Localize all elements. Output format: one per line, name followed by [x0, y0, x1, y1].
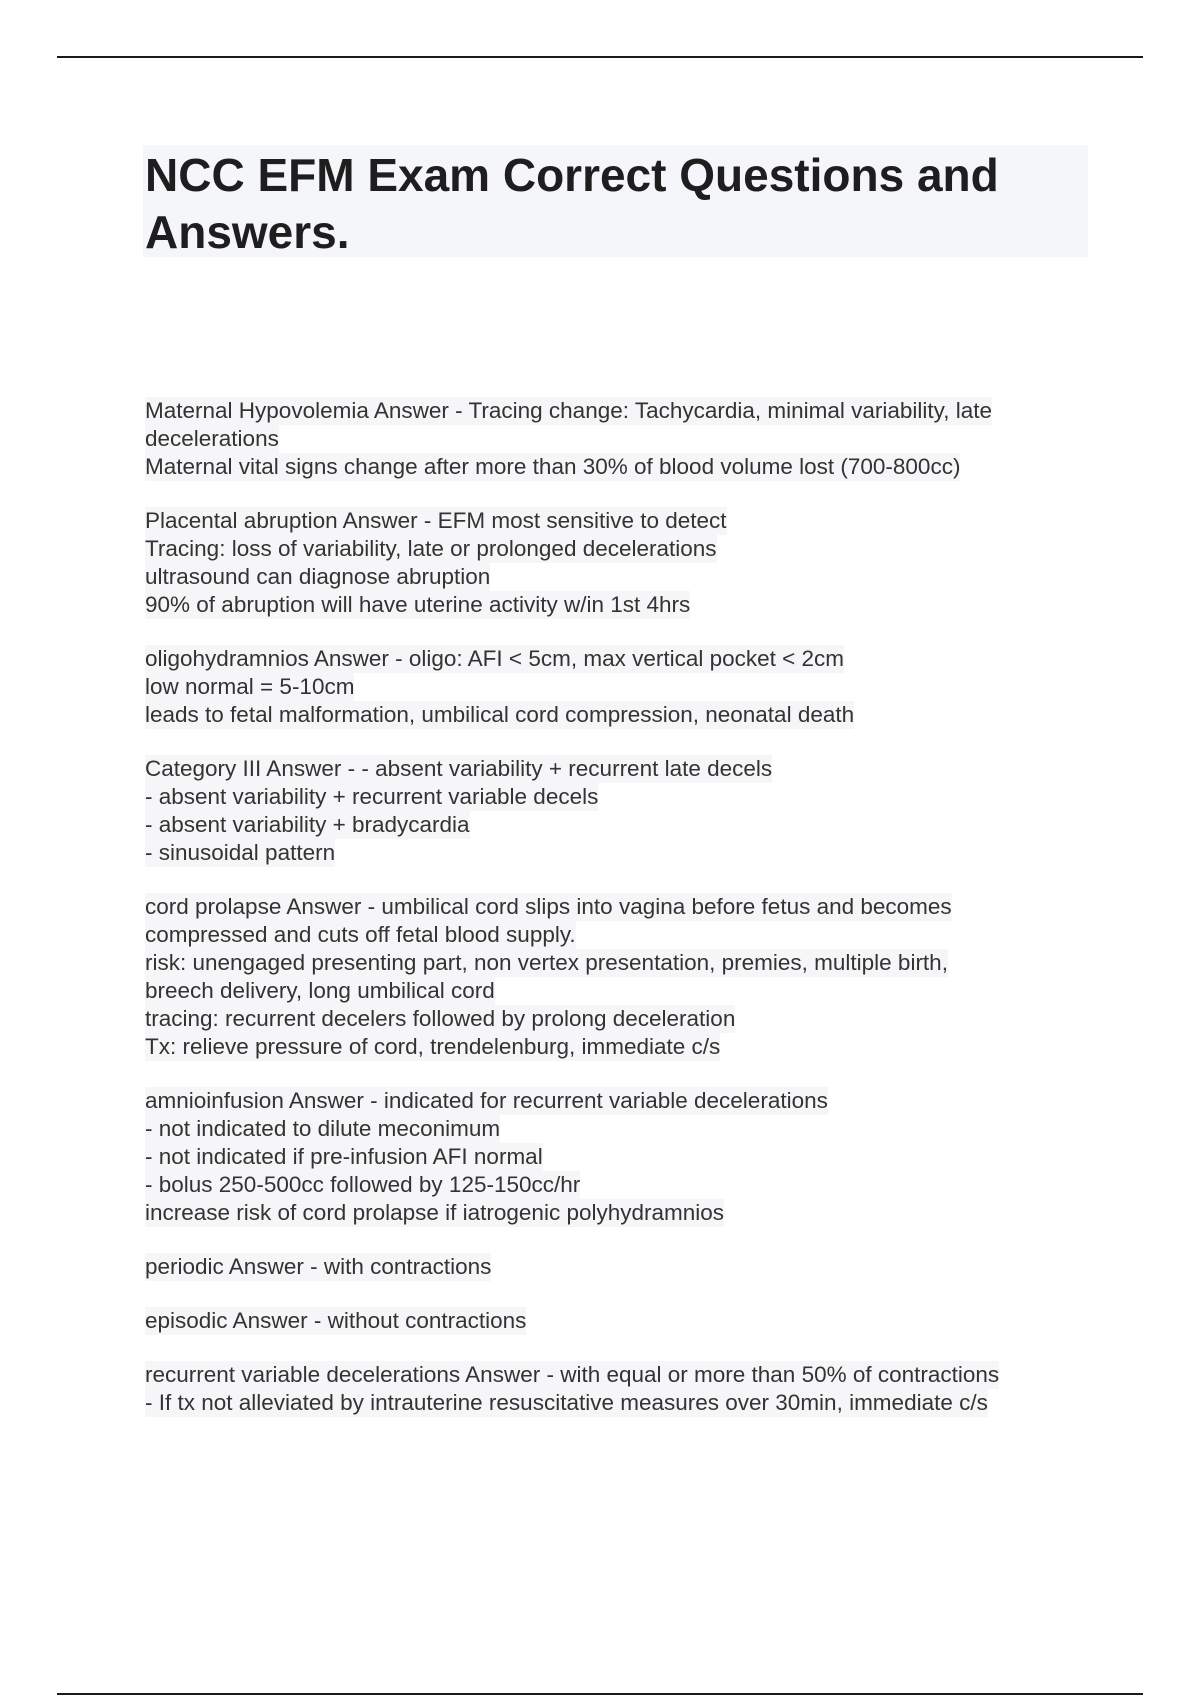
qa-question-line: Category III Answer - - absent variability + recurrent late decels [145, 756, 773, 781]
qa-answer-line: increase risk of cord prolapse if iatrogenic polyhydramnios [145, 1200, 725, 1225]
qa-question-line: Placental abruption Answer - EFM most sensitive to detect [145, 508, 727, 533]
qa-answer-line: - absent variability + recurrent variable decels [145, 784, 599, 809]
qa-list [145, 397, 1095, 1443]
qa-answer-line: tracing: recurrent decelers followed by prolong deceleration [145, 1006, 736, 1031]
qa-entry [145, 397, 1095, 481]
qa-answer-line: - bolus 250-500cc followed by 125-150cc/hr [145, 1172, 581, 1197]
qa-answer-line: - sinusoidal pattern [145, 840, 336, 865]
qa-answer-line: - not indicated to dilute meconimum [145, 1116, 501, 1141]
qa-question-line: episodic Answer - without contractions [145, 1308, 527, 1333]
qa-answer-line: - If tx not alleviated by intrauterine resuscitative measures over 30min, immediate c/s [145, 1390, 988, 1415]
qa-answer-line: Tx: relieve pressure of cord, trendelenburg, immediate c/s [145, 1034, 721, 1059]
qa-answer-line: Maternal vital signs change after more than 30% of blood volume lost (700-800cc) [145, 454, 961, 479]
bottom-rule [57, 1693, 1143, 1695]
page-title: NCC EFM Exam Correct Questions and Answers. [145, 149, 999, 258]
qa-answer-line: risk: unengaged presenting part, non vertex presentation, premies, multiple birth, [145, 950, 948, 975]
qa-question-line: oligohydramnios Answer - oligo: AFI < 5cm, max vertical pocket < 2cm [145, 646, 845, 671]
qa-answer-line: decelerations [145, 426, 279, 451]
qa-answer-line: - absent variability + bradycardia [145, 812, 470, 837]
qa-answer-line: ultrasound can diagnose abruption [145, 564, 491, 589]
title-block [143, 145, 1088, 257]
qa-question-line: cord prolapse Answer - umbilical cord slips into vagina before fetus and becomes [145, 894, 952, 919]
qa-question-line: recurrent variable decelerations Answer - with equal or more than 50% of contractions [145, 1362, 1000, 1387]
qa-entry [145, 1307, 1095, 1335]
qa-answer-line: 90% of abruption will have uterine activity w/in 1st 4hrs [145, 592, 691, 617]
qa-answer-line: Tracing: loss of variability, late or prolonged decelerations [145, 536, 717, 561]
qa-entry [145, 1087, 1095, 1227]
qa-entry [145, 893, 1095, 1061]
top-rule [57, 56, 1143, 58]
qa-answer-line: breech delivery, long umbilical cord [145, 978, 495, 1003]
qa-question-line: Maternal Hypovolemia Answer - Tracing change: Tachycardia, minimal variability, late [145, 398, 993, 423]
qa-entry [145, 1253, 1095, 1281]
qa-entry [145, 755, 1095, 867]
qa-question-line: amnioinfusion Answer - indicated for recurrent variable decelerations [145, 1088, 828, 1113]
qa-answer-line: leads to fetal malformation, umbilical cord compression, neonatal death [145, 702, 855, 727]
qa-entry [145, 645, 1095, 729]
qa-entry [145, 1361, 1095, 1417]
qa-entry [145, 507, 1095, 619]
qa-answer-line: compressed and cuts off fetal blood supply. [145, 922, 576, 947]
qa-question-line: periodic Answer - with contractions [145, 1254, 492, 1279]
qa-answer-line: low normal = 5-10cm [145, 674, 355, 699]
qa-answer-line: - not indicated if pre-infusion AFI normal [145, 1144, 543, 1169]
